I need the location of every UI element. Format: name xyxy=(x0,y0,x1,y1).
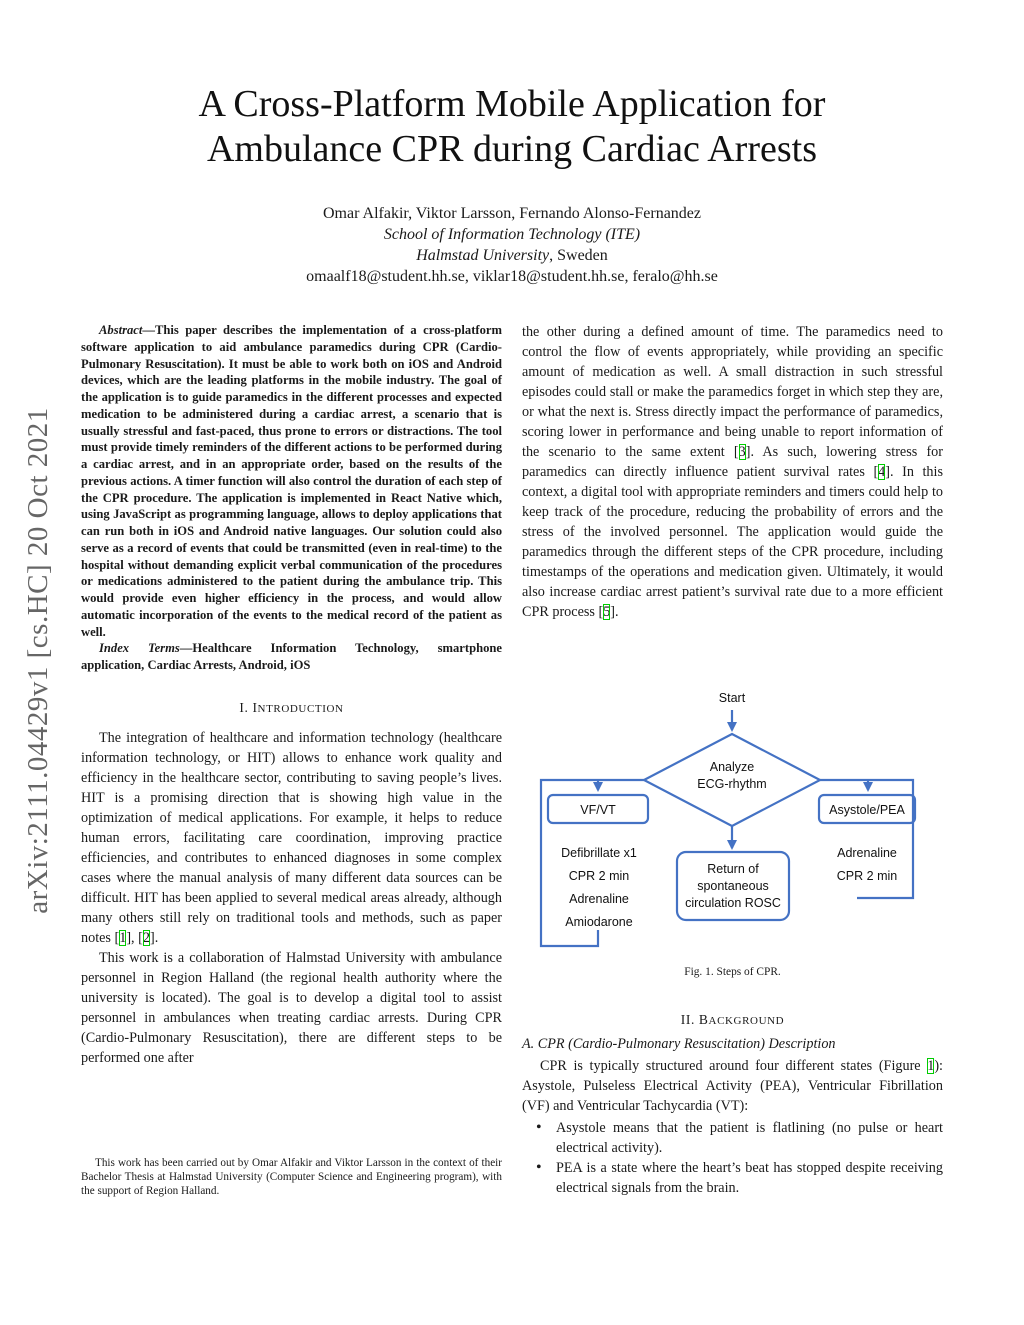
states-list xyxy=(522,1118,943,1198)
section-rest-2: ACKGROUND xyxy=(708,1015,785,1027)
intro-paragraph-1 xyxy=(81,728,502,948)
right-p1-text-a: the other during a defined amount of time. The paramedics need to control the flow of events appropriately, while providing an specific amount of medication as well. A small distraction in such stressful episodes could stall or make the paramedics forget in which step they are, or what the next is. Stress directly impact the performance of paramedics, scoring lower in performance and being unable to report information of the scenario to the same extent [ xyxy=(522,324,943,460)
right-step-2: CPR 2 min xyxy=(836,869,898,883)
right-p1-text-c: ]. In this context, a digital tool with appropriate reminders and timers could help to keep track of the procedure, reducing the probability of errors and the stress of the involved personnel. The application would guide the paramedics through the different steps of the CPR procedure, including timestamps of the operations and medication given. Ultimately, it would also increase cardiac arrest patient’s survival rate due to a more efficient CPR process [ xyxy=(522,464,943,620)
title-line-1: A Cross-Platform Mobile Application for xyxy=(198,83,826,125)
abstract-lead: Abstract xyxy=(99,323,143,337)
author-block xyxy=(100,203,924,287)
cpr-flowchart xyxy=(522,684,942,954)
arxiv-id-text: arXiv:2111.04429v1 [cs.HC] 20 Oct 2021 xyxy=(21,406,54,914)
background-section xyxy=(522,1012,943,1198)
paper-title xyxy=(100,82,924,172)
footnote-block xyxy=(81,1156,502,1198)
section-rest: NTRODUCTION xyxy=(257,702,344,715)
footnote: This work has been carried out by Omar Alfakir and Viktor Larsson in the context of their Bachelor Thesis at Halmstad University (Computer Science and Engineering program), with the support of Region Halland. xyxy=(81,1157,502,1197)
list-item-asystole: • Asystole means that the patient is flatlining (no pulse or heart electrical activity). xyxy=(522,1118,943,1158)
section-cap-2: B xyxy=(698,1012,709,1027)
right-column xyxy=(522,322,943,622)
figure-caption-block xyxy=(522,966,943,978)
right-p1-text-b: ]. As such, lowering stress for paramedics can directly influence patient survival rates [ xyxy=(522,444,944,480)
section-heading-introduction xyxy=(81,700,502,716)
right-paragraph-1 xyxy=(522,322,943,622)
citation-link-2[interactable]: 2 xyxy=(142,929,150,946)
citation-link-1[interactable]: 1 xyxy=(119,929,127,946)
citation-link-3[interactable]: 3 xyxy=(738,444,746,460)
section-heading-background xyxy=(522,1012,943,1028)
list-item-pea: • PEA is a state where the heart’s beat has stopped despite receiving electrical signals from the brain. xyxy=(522,1158,943,1198)
abstract-text: This paper describes the implementation of a cross-platform software application to aid ambulance paramedics during CPR (Cardio-Pulmonary Resuscitation). It must be able to work both on iOS and Android devices, which are the leading platforms in the mobile industry. The goal of the application is to guide paramedics in the different processes and expected medication to be administered during a cardiac arrest, a scenario that is usually stressful and fast-paced, thus prone to errors or distractions. The tool must provide timely reminders of the different actions to be performed during a cardiac arrest, and in an appropriate order, based on the results of the previous actions. A timer function will also control the duration of each step of the CPR procedure. The application is implemented in React Native which, using JavaScript as programming language, allows to deploy applications that can run both in iOS and Android native languages. Our solution could also serve as a record of events that could be transmitted (even in real-time) to the hospital without demanding explicit verbal communication of the procedures or medications administered to the patient during the ambulance trip. This would provide even higher efficiency in the process, and would allow automatic incorporation of the events to the medical record of the patient as well. xyxy=(81,323,502,639)
index-terms-lead: Index Terms xyxy=(99,641,180,656)
subsection-heading-cpr: A. CPR (Cardio-Pulmonary Resuscitation) Description xyxy=(522,1036,836,1052)
affiliation-univ-name: Halmstad University xyxy=(416,247,550,264)
left-step-2: CPR 2 min xyxy=(568,869,630,883)
affiliation-university xyxy=(100,245,924,266)
rosc-line-3: circulation ROSC xyxy=(685,896,781,910)
abstract: Abstract—This paper describes the implementation of a cross-platform software application to aid ambulance paramedics during CPR (Cardio-Pulmonary Resuscitation). It must be able to work both on iOS and Android devices, which are the leading platforms in the mobile industry. The goal of the application is to guide paramedics in the different processes and expected medication to be administered during a cardiac arrest, a scenario that is usually stressful and fast-paced, thus prone to errors or distractions. The tool must provide timely reminders of the different actions to be performed during a cardiac arrest, and in an appropriate order, based on the results of the previous actions. A timer function will also control the duration of each step of the CPR procedure. The application is implemented in React Native which, using JavaScript as programming language, allows to deploy applications that can run both in iOS and Android native languages. Our solution could also serve as a record of events that could be transmitted (even in real-time) to the hospital without demanding explicit verbal communication of the procedures or medications administered to the patient during the ambulance trip. This would provide even higher efficiency in the process, and would allow automatic incorporation of the events to the medical record of the patient as well. xyxy=(81,323,502,639)
figure-ref-link[interactable]: 1 xyxy=(927,1058,935,1074)
citation-separator: ], [ xyxy=(126,929,143,946)
citation-link-5[interactable]: 5 xyxy=(603,604,611,620)
left-step-4: Amiodarone xyxy=(565,915,633,929)
figure-caption: Fig. 1. Steps of CPR. xyxy=(684,966,781,978)
asystole-label: Asystole/PEA xyxy=(829,803,905,817)
rosc-line-1: Return of xyxy=(707,862,759,876)
left-step-1: Defibrillate x1 xyxy=(561,846,637,860)
citation-link-4[interactable]: 4 xyxy=(878,464,886,480)
vfvt-label: VF/VT xyxy=(580,803,616,817)
author-emails: omaalf18@student.hh.se, viklar18@student.hh.se, feralo@hh.se xyxy=(306,268,718,285)
intro-p1-end: ]. xyxy=(149,929,159,946)
footnote-spacer xyxy=(81,1068,502,1069)
index-terms-text: Healthcare Information Technology, smartphone application, Cardiac Arrests, Android, iOS xyxy=(81,641,502,672)
right-step-1: Adrenaline xyxy=(837,846,897,860)
intro-paragraph-2: This work is a collaboration of Halmstad University with ambulance personnel in Region Halland (the regional health authority where the university is located). The goal is to develop a digital tool to assist personnel in ambulances when treating cardiac arrests. During CPR (Cardio-Pulmonary Resuscitation), there are different steps to be performed one after xyxy=(81,949,502,1066)
section-cap: I xyxy=(252,699,258,715)
affiliation-country: , Sweden xyxy=(549,247,608,264)
right-p1-text-d: ]. xyxy=(610,604,619,620)
analyze-label-1: Analyze xyxy=(709,760,755,774)
affiliation-school: School of Information Technology (ITE) xyxy=(383,226,641,243)
bg-p1-text-b: ): Asystole, Pulseless Electrical Activity (PEA), Ventricular Fibrillation (VF) and Ventricular Tachycardia (VT): xyxy=(522,1058,943,1114)
left-column xyxy=(81,322,502,1069)
section-number: I. xyxy=(239,699,253,715)
arxiv-identifier xyxy=(8,360,68,960)
left-step-3: Adrenaline xyxy=(569,892,629,906)
section-number-2: II. xyxy=(680,1012,699,1027)
background-paragraph-1 xyxy=(522,1056,943,1116)
index-terms: Index Terms—Healthcare Information Technology, smartphone application, Cardiac Arrests, Android, iOS xyxy=(81,641,502,672)
bg-p1-text-a: CPR is typically structured around four different states (Figure xyxy=(540,1058,928,1074)
start-label: Start xyxy=(718,691,746,705)
title-line-2: Ambulance CPR during Cardiac Arrests xyxy=(206,128,817,170)
author-names: Omar Alfakir, Viktor Larsson, Fernando Alonso-Fernandez xyxy=(322,205,702,222)
rosc-line-2: spontaneous xyxy=(697,879,769,893)
analyze-label-2: ECG-rhythm xyxy=(697,777,767,791)
intro-p1-text: The integration of healthcare and information technology (healthcare information technology, or HIT) allows to enhance work quality and efficiency in the healthcare sector, contributing to saving people’s lives. HIT is a promising direction that is showing high value in the optimization of medical applications. For example, it helps to reduce human errors, facilitating care coordination, improving practice efficiencies, and contributes to enhanced diagnoses in some complex cases where the manual analysis of many different data sources can be difficult. HIT has been applied to several medical areas already, although many others still rely on traditional tools and methods, such as paper notes [ xyxy=(81,729,502,946)
